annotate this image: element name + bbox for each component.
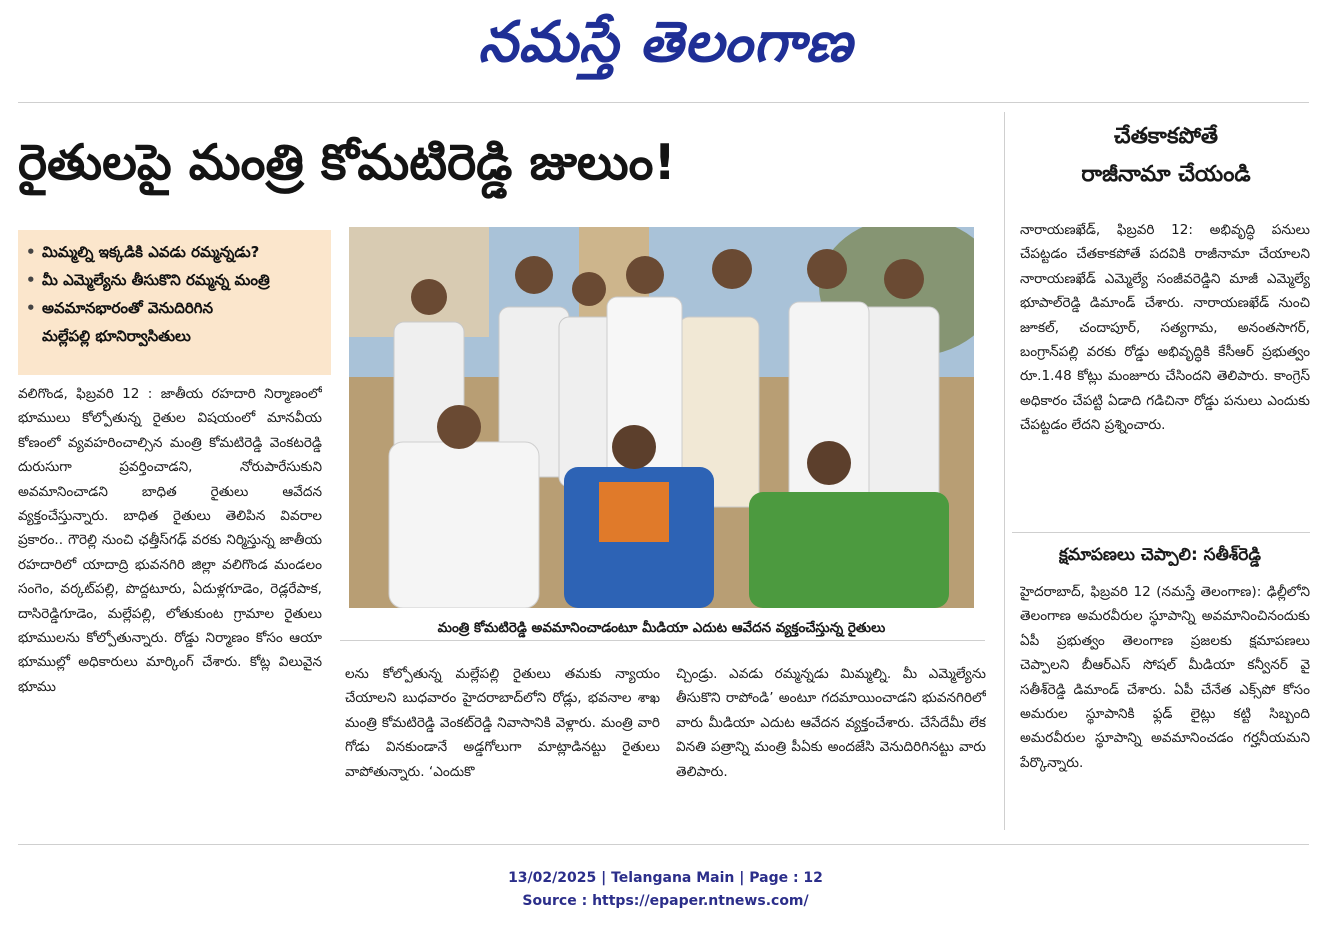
highlight-text: మిమ్మల్ని ఇక్కడికి ఎవడు రమ్మన్నడు? [42,243,260,261]
news-photo-illustration [349,227,974,608]
newspaper-masthead: నమస్తే తెలంగాణ [478,9,853,75]
article-text: లను కోల్పోతున్న మల్లేపల్లి రైతులు తమకు న్యాయం చేయాలని బుధవారం హైదరాబాద్‌లోని రోడ్లు, భవనాల శాఖ మంత్రి కోమటిరెడ్డి వెంకట్‌రెడ్డి నివాసానికి వెళ్లారు. మంత్రి వారి గోడు వినకుండానే అడ్డగోలుగా మాట్లాడినట్టు రైతులు వాపోతున్నారు. ‘ఎందుకొ [345,666,660,780]
highlight-text: మల్లేపల్లి భూనిర్వాసితులు [42,327,191,345]
side-story-1-headline [1020,118,1312,194]
highlight-item [26,266,321,294]
bullet-icon: • [26,271,36,289]
article-column-2 [345,662,660,830]
footer-divider [18,844,1309,845]
main-headline: రైతులపై మంత్రి కోమటిరెడ్డి జులుం! [18,134,676,191]
highlight-text: మీ ఎమ్మెల్యేను తీసుకొని రమ్మన్న మంత్రి [42,271,270,289]
masthead-divider [18,102,1309,103]
highlight-text: అవమానభారంతో వెనుదిరిగిన [42,299,214,317]
bullet-icon: • [26,299,36,317]
highlight-item [26,238,321,266]
article-text: చ్చిండ్రు. ఎవడు రమ్మన్నడు మిమ్మల్ని. మీ ఎమ్మెల్యేను తీసుకొని రాపోండి’ అంటూ గదమాయించాడని భువనగిరిలో వారు మీడియా ఎదుట ఆవేదన వ్యక్తంచేశారు. చేసేదేమీ లేక వినతి పత్రాన్ని మంత్రి పీఏకు అందజేసి వెనుదిరిగినట్టు వారు తెలిపారు. [676,666,986,780]
highlight-item [26,322,321,350]
article-text: హైదరాబాద్, ఫిబ్రవరి 12 (నమస్తే తెలంగాణ): ఢిల్లీలోని తెలంగాణ అమరవీరుల స్థూపాన్ని అవమానించినందుకు ఏపీ ప్రభుత్వం తెలంగాణ ప్రజలకు క్షమాపణలు చెప్పాలని బీఆర్ఎస్ సోషల్ మీడియా కన్వీనర్ వై సతీశ్‌రెడ్డి డిమాండ్ చేశారు. ఏపీ చేనేత ఎక్స్‌పో కోసం అమరుల స్థూపానికి ఫ్లడ్ లైట్లు కట్టి సిబ్బంది అమరవీరుల స్థూపాన్ని అవమానించడం గర్హనీయమని పేర్కొన్నారు. [1020,584,1310,771]
side-story-2-body [1020,580,1310,830]
article-column-3 [676,662,986,830]
article-text: వలిగొండ, ఫిబ్రవరి 12 : జాతీయ రహదారి నిర్మాణంలో భూములు కోల్పోతున్న రైతుల విషయంలో మానవీయ కోణంలో వ్యవహరించాల్సిన మంత్రి కోమటిరెడ్డి వెంకటరెడ్డి దురుసుగా ప్రవర్తించాడని, నోరుపారేసుకుని అవమానించాడని బాధిత రైతులు ఆవేదన వ్యక్తంచేస్తున్నారు. బాధిత రైతులు తెలిపిన వివరాల ప్రకారం.. గౌరెల్లి నుంచి ఛత్తీస్‌గఢ్ వరకు నిర్మిస్తున్న జాతీయ రహదారిలో యాదాద్రి భువనగిరి జిల్లా వలిగొండ మండలం సంగెం, వర్కట్‌పల్లి, పొద్దటూరు, ఏదుళ్లగూడెం, రెడ్లరేపాక, దాసిరెడ్డిగూడెం, మల్లేపల్లి, లోతుకుంట గ్రామాల రైతులు భూములను కోల్పోతున్నారు. రోడ్డు నిర్మాణం కోసం ఆయా భూముల్లో అధికారులు మార్కింగ్ చేశారు. కోట్ల విలువైన భూము [18,386,322,695]
edition-info: 13/02/2025 | Telangana Main | Page : 12 [508,870,823,886]
highlights-box [18,230,331,375]
article-text: నారాయణఖేడ్, ఫిబ్రవరి 12: అభివృద్ధి పనులు చేపట్టడం చేతకాకపోతే పదవికి రాజీనామా చేయాలని నారాయణఖేడ్ ఎమ్మెల్యే సంజీవరెడ్డిని మాజీ ఎమ్మెల్యే భూపాల్‌రెడ్డి డిమాండ్ చేశారు. నారాయణఖేడ్ నుంచి జూకల్, చందాపూర్, సత్యగామ, అనంతసాగర్, బంగ్రాన్‌పల్లి వరకు రోడ్డు అభివృద్ధికి కేసీఆర్ ప్రభుత్వం రూ.1.48 కోట్లు మంజూరు చేసిందని తెలిపారు. కాంగ్రెస్ అధికారం చేపట్టి ఏడాది గడిచినా రోడ్డు పనులు ఎందుకు చేపట్టడం లేదని ప్రశ్నించారు. [1020,222,1310,434]
photo-caption: మంత్రి కోమటిరెడ్డి అవమానించాడంటూ మీడియా ఎదుట ఆవేదన వ్యక్తంచేస్తున్న రైతులు [437,620,886,636]
side-story-divider [1012,532,1310,533]
source-link[interactable]: Source : https://epaper.ntnews.com/ [522,893,809,909]
caption-divider [340,640,985,641]
side-story-1-headline-line2: రాజీనామా చేయండి [1081,162,1251,187]
news-photo [349,227,974,608]
side-story-1-headline-line1: చేతకాకపోతే [1113,124,1219,149]
highlight-item [26,294,321,322]
side-story-2-headline: క్షమాపణలు చెప్పాలి: సతీశ్‌రెడ్డి [1059,545,1261,565]
bullet-icon: • [26,243,36,261]
article-column-1 [18,382,322,830]
column-divider [1004,112,1005,830]
side-story-1-body [1020,218,1310,528]
